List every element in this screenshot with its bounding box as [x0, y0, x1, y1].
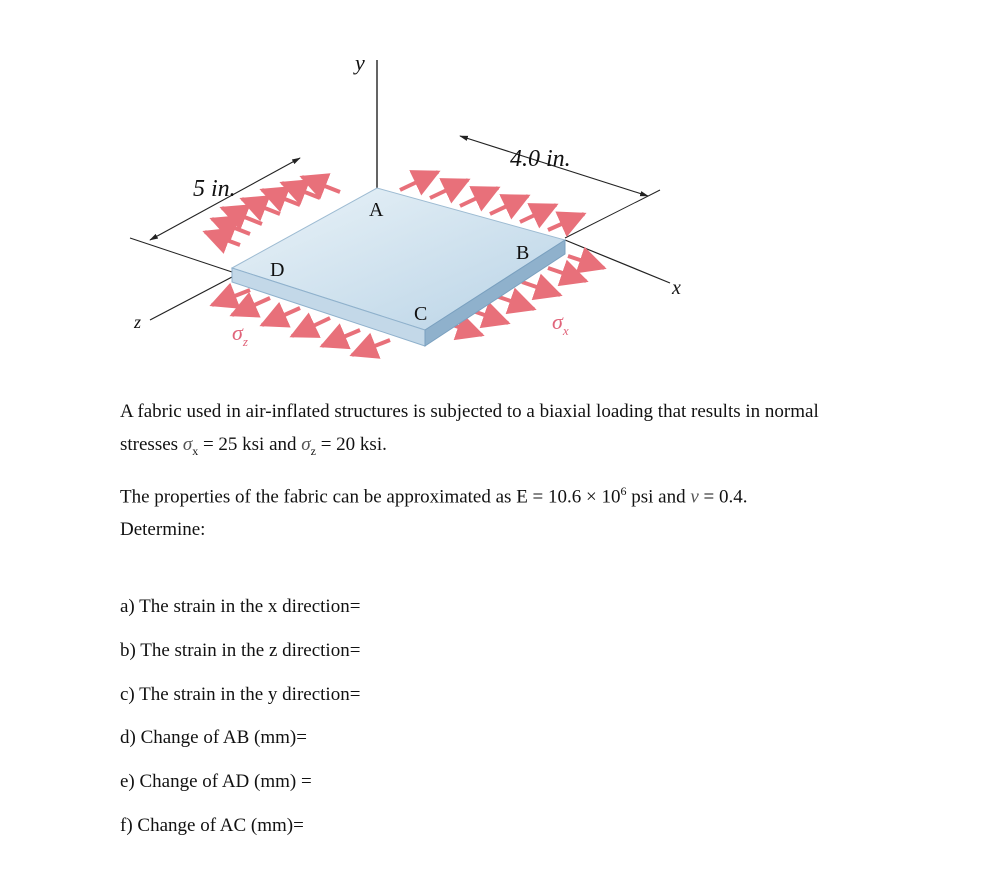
- material-properties: The properties of the fabric can be approximated as $E = 10.6 \times 10^6$ psi and ν = 0.4. Determine:: [120, 484, 748, 541]
- sigma-z-label: $\sigma_z$: [232, 320, 248, 349]
- point-label-b: B: [516, 242, 530, 264]
- axis-label-x: x: [672, 277, 681, 299]
- question-f: f) Change of AC (mm)=: [120, 815, 304, 836]
- dim-ext-z1: [130, 238, 232, 272]
- sigma-x-label: $\sigma_x$: [552, 309, 569, 338]
- question-a: a) The strain in the x direction=: [120, 596, 361, 617]
- sub-z: z: [310, 443, 316, 458]
- axis-label-z: z: [134, 312, 142, 332]
- question-b: b) The strain in the z direction=: [120, 640, 361, 661]
- question-c: c) The strain in the y direction=: [120, 684, 361, 705]
- point-label-c: C: [414, 303, 428, 325]
- question-d: d) Change of AB (mm)=: [120, 727, 307, 748]
- point-label-d: D: [270, 259, 285, 281]
- problem-statement: A fabric used in air-inflated structures is subjected to a biaxial loading that results in normal stresses $\sigma_x = 25$ ksi and $\sigma_z = 20$ ksi.: [120, 401, 819, 458]
- dimension-label-z: 5 in.: [193, 176, 236, 202]
- sub-x: x: [192, 443, 199, 458]
- fabric-plate-figure: [0, 0, 995, 370]
- point-label-a: A: [369, 199, 384, 221]
- dimension-label-x: 4.0 in.: [510, 146, 571, 172]
- question-e: e) Change of AD (mm) =: [120, 771, 312, 792]
- axis-label-y: y: [355, 50, 365, 75]
- z-axis-line: [150, 277, 232, 320]
